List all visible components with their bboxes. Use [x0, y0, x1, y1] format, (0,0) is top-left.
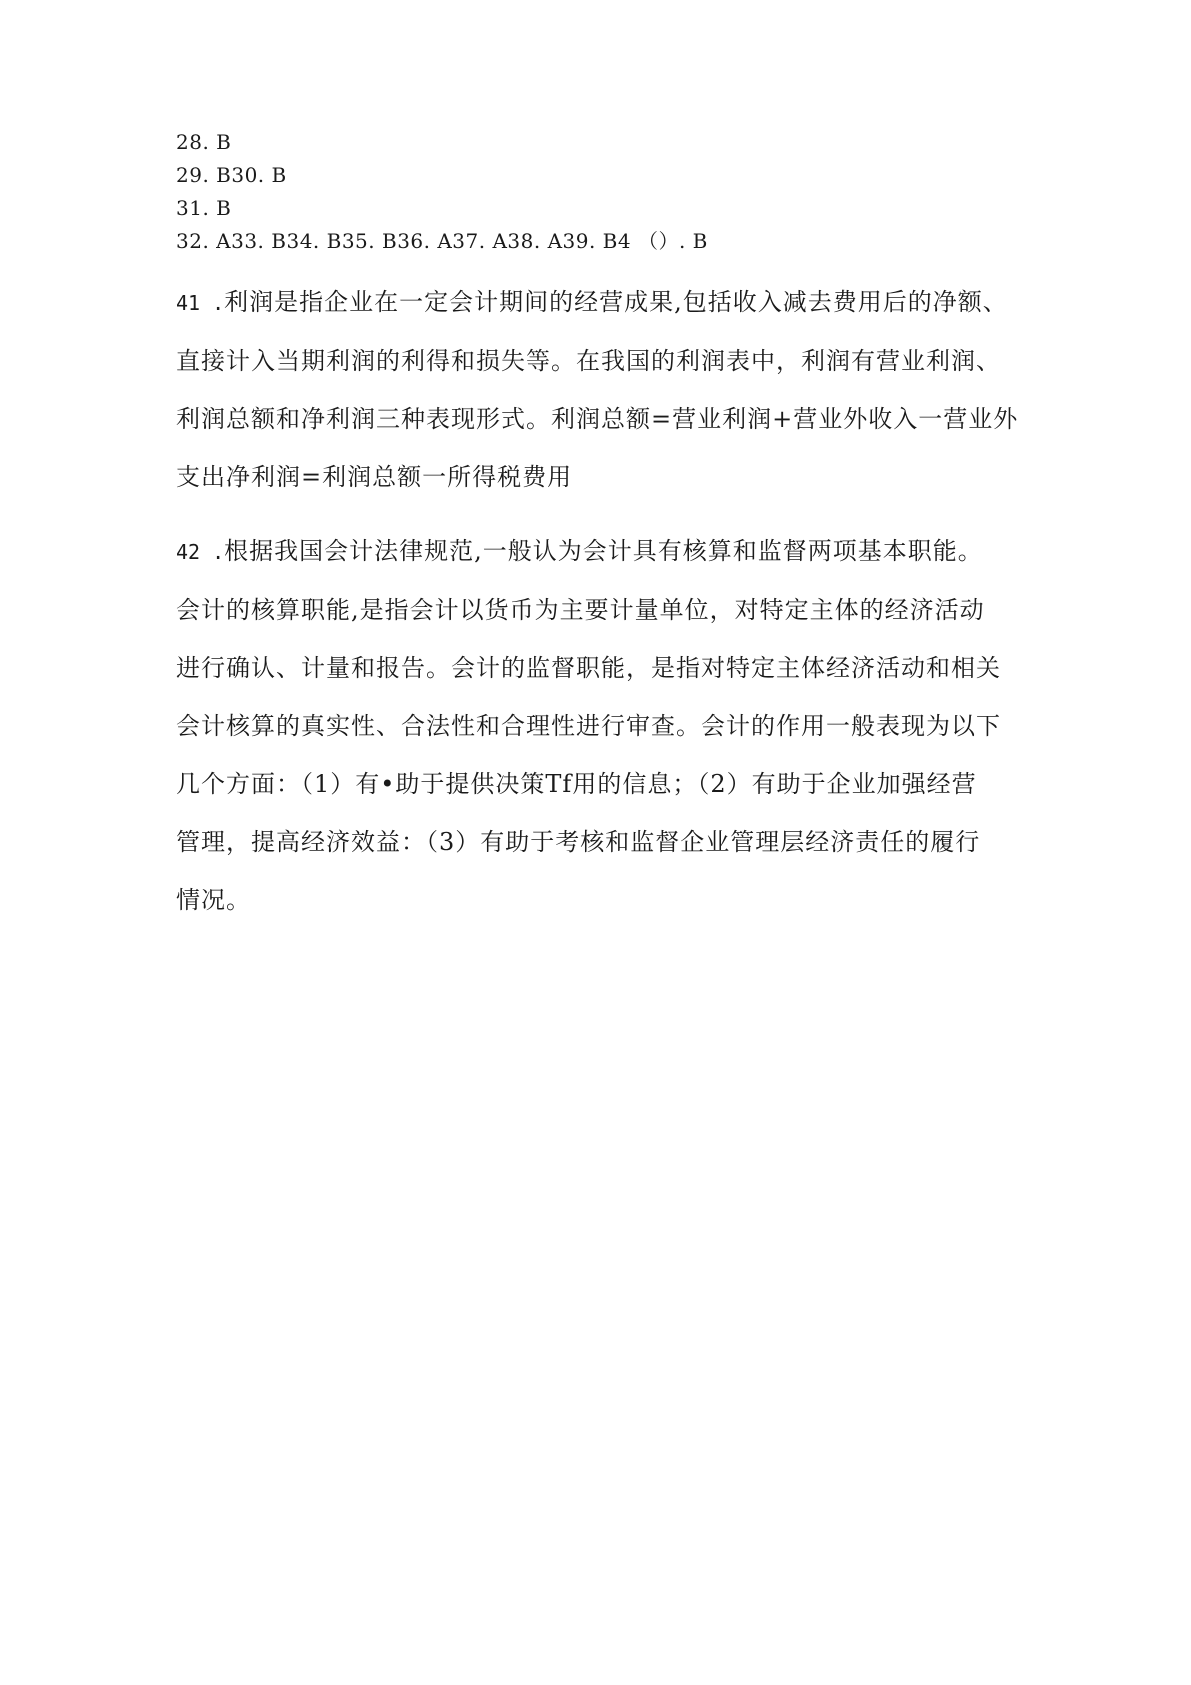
- question-number: 42 .: [176, 540, 225, 564]
- answer-line-29-30: 29. B30. B: [176, 163, 287, 187]
- paragraph-line: 42 .根据我国会计法律规范,一般认为会计具有核算和监督两项基本职能。: [176, 537, 983, 565]
- answer-line-32-40: 32. A33. B34. B35. B36. A37. A38. A39. B4 （）. B: [176, 229, 708, 253]
- answer-line-31: 31. B: [176, 196, 232, 220]
- paragraph-line: 管理，提高经济效益：（3）有助于考核和监督企业管理层经济责任的履行: [176, 828, 981, 856]
- answer-42-paragraph: [176, 522, 1036, 929]
- answer-list: [176, 126, 1036, 258]
- paragraph-line: 会计核算的真实性、合法性和合理性进行审查。会计的作用一般表现为以下: [176, 712, 1001, 740]
- paragraph-line: 会计的核算职能,是指会计以货币为主要计量单位，对特定主体的经济活动: [176, 596, 985, 624]
- paragraph-line: 进行确认、计量和报告。会计的监督职能，是指对特定主体经济活动和相关: [176, 654, 1001, 682]
- paragraph-line: 几个方面：（1）有•助于提供决策Tf用的信息；（2）有助于企业加强经营: [176, 770, 977, 798]
- answer-line-28: 28. B: [176, 130, 232, 154]
- paragraph-line: 情况。: [176, 886, 251, 914]
- paragraph-line: 直接计入当期利润的利得和损失等。在我国的利润表中，利润有营业利润、: [176, 347, 1001, 375]
- paragraph-line: 支出净利润=利润总额一所得税费用: [176, 463, 573, 491]
- paragraph-line: 利润总额和净利润三种表现形式。利润总额=营业利润+营业外收入一营业外: [176, 405, 1019, 433]
- answer-41-paragraph: [176, 273, 1036, 506]
- paragraph-line: 41 .利润是指企业在一定会计期间的经营成果,包括收入减去费用后的净额、: [176, 288, 1008, 316]
- question-number: 41 .: [176, 291, 225, 315]
